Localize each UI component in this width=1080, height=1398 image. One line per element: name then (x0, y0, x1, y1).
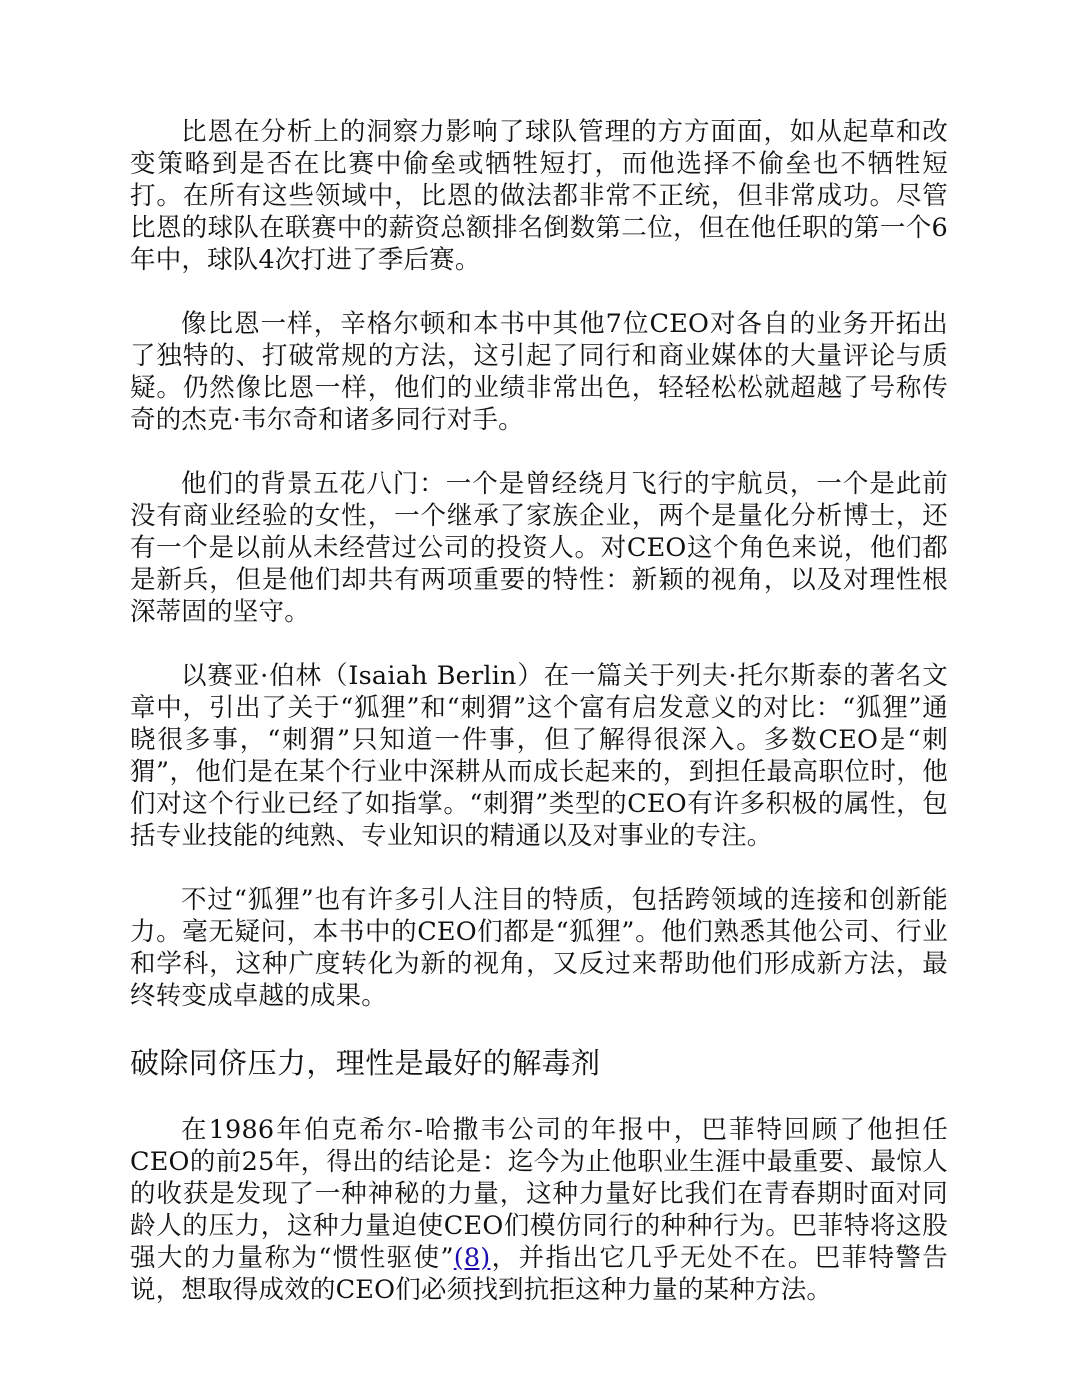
document-page (130, 116, 948, 1338)
paragraph-text-after-link: ，并指出它几乎无处不在。巴菲特警告说，想取得成效的CEO们必须找到抗拒这种力量的某种方法。 (130, 1243, 948, 1305)
paragraph-fox-hedgehog: 以赛亚·伯林（Isaiah Berlin）在一篇关于列夫·托尔斯泰的著名文章中，引出了关于“狐狸”和“刺猬”这个富有启发意义的对比：“狐狸”通晓很多事，“刺猬”只知道一件事，但了解得很深入。多数CEO是“刺猬”，他们是在某个行业中深耕从而成长起来的，到担任最高职位时，他们对这个行业已经了如指掌。“刺猬”类型的CEO有许多积极的属性，包括专业技能的纯熟、专业知识的精通以及对事业的专注。 (130, 661, 948, 851)
paragraph-bean-insight: 比恩在分析上的洞察力影响了球队管理的方方面面，如从起草和改变策略到是否在比赛中偷垒或牺牲短打，而他选择不偷垒也不牺牲短打。在所有这些领域中，比恩的做法都非常不正统，但非常成功。尽管比恩的球队在联赛中的薪资总额排名倒数第二位，但在他任职的第一个6年中，球队4次打进了季后赛。 (130, 117, 948, 275)
footnote-link[interactable]: (8) (453, 1243, 491, 1273)
paragraph-fox-traits: 不过“狐狸”也有许多引人注目的特质，包括跨领域的连接和创新能力。毫无疑问，本书中的CEO们都是“狐狸”。他们熟悉其他公司、行业和学科，这种广度转化为新的视角，又反过来帮助他们形成新方法，最终转变成卓越的成果。 (130, 885, 948, 1011)
section-heading: 破除同侪压力，理性是最好的解毒剂 (130, 1046, 601, 1080)
paragraph-buffett-institutional-imperative (130, 1114, 948, 1306)
paragraph-ceo-backgrounds: 他们的背景五花八门：一个是曾经绕月飞行的宇航员，一个是此前没有商业经验的女性，一个继承了家族企业，两个是量化分析博士，还有一个是以前从未经营过公司的投资人。对CEO这个角色来说，他们都是新兵，但是他们却共有两项重要的特性：新颖的视角，以及对理性根深蒂固的坚守。 (130, 469, 948, 627)
paragraph-text-before-link: 在1986年伯克希尔-哈撒韦公司的年报中，巴菲特回顾了他担任CEO的前25年，得出的结论是：迄今为止他职业生涯中最重要、最惊人的收获是发现了一种神秘的力量，这种力量好比我们在青春期时面对同龄人的压力，这种力量迫使CEO们模仿同行的种种行为。巴菲特将这股强大的力量称为“惯性驱使” (130, 1115, 948, 1273)
paragraph-singleton-like-bean: 像比恩一样，辛格尔顿和本书中其他7位CEO对各自的业务开拓出了独特的、打破常规的方法，这引起了同行和商业媒体的大量评论与质疑。仍然像比恩一样，他们的业绩非常出色，轻轻松松就超越了号称传奇的杰克·韦尔奇和诸多同行对手。 (130, 309, 948, 435)
